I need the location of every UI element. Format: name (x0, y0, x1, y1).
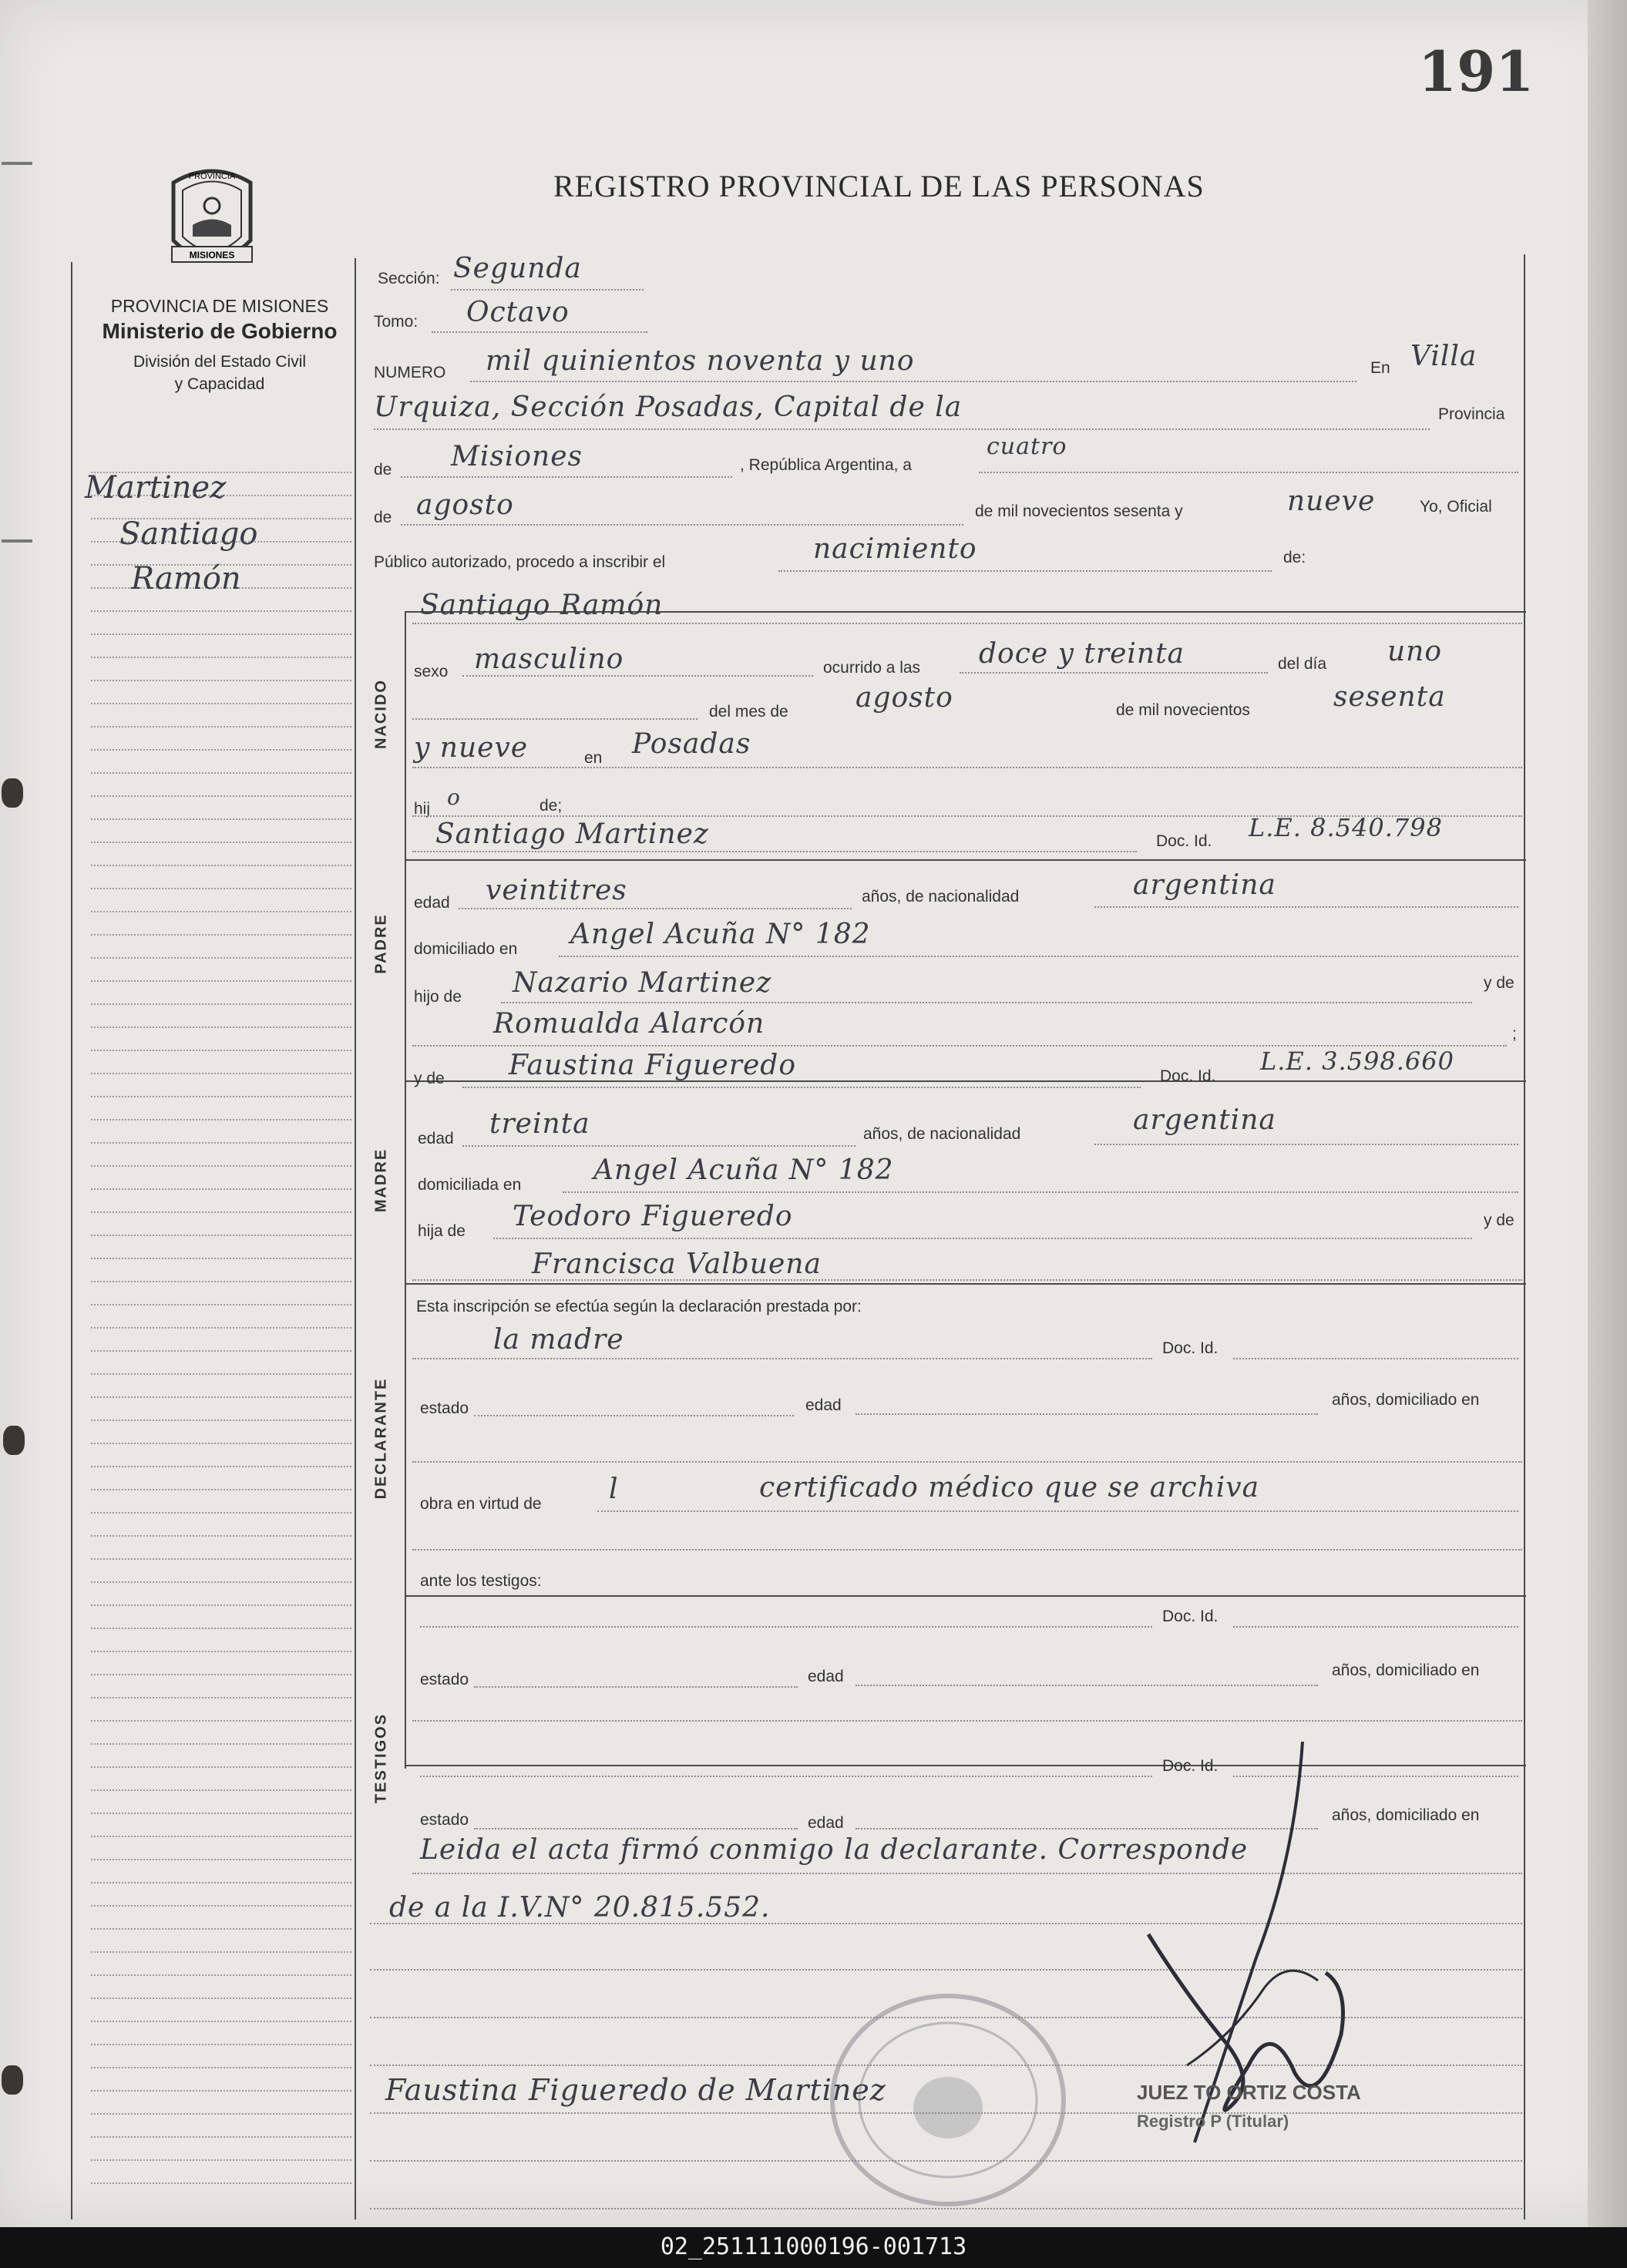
svg-text:PROVINCIA: PROVINCIA (188, 172, 236, 181)
entry-madre-nac: argentina (1133, 1104, 1276, 1136)
label-del-dia: del día (1278, 655, 1327, 673)
margin-ruled-line (91, 1466, 351, 1467)
label-de-mil: de mil novecientos sesenta y (975, 502, 1183, 520)
entry-dia-nac: uno (1387, 636, 1443, 667)
entry-tomo: Octavo (466, 297, 570, 328)
margin-ruled-line (91, 865, 351, 866)
entry-lugar2: Urquiza, Sección Posadas, Capital de la (374, 391, 963, 423)
label-anos-dom-testigo1: años, domiciliado en (1332, 1662, 1480, 1679)
margin-ruled-line (91, 633, 351, 635)
label-domiciliada: domiciliada en (418, 1176, 522, 1194)
margin-given-name: Santiago (119, 516, 258, 552)
margin-ruled-line (91, 1813, 351, 1814)
margin-ruled-line (91, 818, 351, 820)
side-label-declarante: DECLARANTE (372, 1377, 390, 1500)
margin-ruled-line (91, 1304, 351, 1305)
label-domiciliado: domiciliado en (414, 940, 518, 958)
entry-declarante: la madre (493, 1324, 624, 1356)
label-tomo: Tomo: (374, 313, 419, 331)
ministry-division: División del Estado Civil (133, 353, 307, 371)
label-sexo: sexo (414, 663, 449, 680)
provincial-seal-icon (158, 163, 266, 279)
margin-ruled-line (91, 1026, 351, 1028)
label-anos-dom-declarante: años, domiciliado en (1332, 1391, 1480, 1409)
margin-ruled-line (91, 1350, 351, 1352)
side-label-nacido: NACIDO (372, 679, 390, 749)
image-id-label: 02_251111000196-001713 (660, 2233, 967, 2260)
margin-ruled-line (91, 1489, 351, 1490)
side-label-padre: PADRE (372, 913, 390, 974)
entry-obra1: l (609, 1473, 619, 1505)
margin-ruled-line (91, 842, 351, 843)
margin-ruled-line (91, 1373, 351, 1375)
margin-ruled-line (91, 610, 351, 612)
margin-ruled-line (91, 1628, 351, 1629)
svg-text:MISIONES: MISIONES (189, 250, 235, 260)
judge-stamp-text: JUEZ TO ORTIZ COSTA (1137, 2081, 1361, 2104)
margin-ruled-line (91, 1281, 351, 1282)
margin-ruled-line (91, 1119, 351, 1121)
page-number: 191 (1418, 39, 1535, 104)
margin-ruled-line (91, 1928, 351, 1930)
section-rule (405, 859, 1526, 861)
margin-ruled-line (91, 1142, 351, 1144)
section-rule (405, 1595, 1526, 1597)
label-ocurrido: ocurrido a las (823, 659, 921, 677)
margin-ruled-line (91, 1882, 351, 1883)
entry-lugar-nac: Posadas (632, 728, 751, 760)
entry-lugar1: Villa (1410, 341, 1477, 372)
margin-ruled-line (91, 2067, 351, 2068)
label-edad-madre: edad (418, 1130, 454, 1147)
label-semicolon: ; (1512, 1025, 1517, 1043)
label-doc-id-testigo2: Doc. Id. (1162, 1757, 1219, 1775)
label-anos-dom-testigo2: años, domiciliado en (1332, 1806, 1480, 1824)
margin-ruled-line (91, 1766, 351, 1768)
label-yo-oficial: Yo, Oficial (1420, 498, 1492, 516)
label-edad-padre: edad (414, 894, 450, 912)
margin-ruled-line (91, 1998, 351, 1999)
column-divider (355, 258, 356, 2219)
margin-ruled-line (91, 795, 351, 797)
label-seccion: Sección: (378, 270, 440, 287)
label-anos-nac-madre: años, de nacionalidad (863, 1125, 1021, 1143)
label-inscripcion: Esta inscripción se efectúa según la declaración prestada por: (416, 1298, 862, 1315)
entry-madre-doc: L.E. 3.598.660 (1260, 1047, 1454, 1076)
margin-given-name-2: Ramón (131, 561, 241, 596)
margin-ruled-line (91, 1951, 351, 1953)
margin-ruled-line (91, 1651, 351, 1652)
margin-ruled-line (91, 1697, 351, 1698)
label-doc-id-declarante: Doc. Id. (1162, 1339, 1219, 1357)
declarant-signature: Faustina Figueredo de Martinez (385, 2073, 886, 2107)
entry-madre-edad: treinta (489, 1108, 590, 1140)
entry-anio-nac2: y nueve (414, 732, 529, 764)
entry-provincia: Misiones (451, 441, 583, 472)
label-y-de-padre: y de (1484, 974, 1514, 992)
entry-padre-padre: Nazario Martinez (513, 967, 772, 999)
margin-ruled-line (91, 680, 351, 681)
margin-surname: Martinez (85, 470, 227, 506)
judge-stamp-text-2: Registro P (Titular) (1137, 2112, 1289, 2131)
entry-padre-doc: L.E. 8.540.798 (1249, 813, 1443, 842)
label-de-2: de (374, 509, 392, 526)
label-republica: , República Argentina, a (740, 456, 912, 474)
entry-madre-madre: Francisca Valbuena (532, 1248, 822, 1280)
label-edad-declarante: edad (805, 1396, 842, 1414)
label-edad-testigo1: edad (808, 1668, 844, 1685)
note-line-1: Leida el acta firmó conmigo la declarante. Corresponde (420, 1834, 1249, 1866)
margin-ruled-line (91, 2113, 351, 2115)
entry-madre-dom: Angel Acuña N° 182 (593, 1154, 894, 1186)
ministry-name: Ministerio de Gobierno (102, 319, 338, 343)
registrar-signature (1141, 1742, 1372, 2173)
entry-madre-padre: Teodoro Figueredo (513, 1201, 793, 1232)
entry-padre-nombre: Santiago Martinez (435, 818, 709, 850)
side-label-madre: MADRE (372, 1147, 390, 1213)
margin-ruled-line (91, 1096, 351, 1097)
label-y-de-madre-2: y de (1484, 1211, 1514, 1229)
margin-ruled-line (91, 1050, 351, 1051)
margin-ruled-line (91, 772, 351, 774)
margin-ruled-line (91, 2136, 351, 2138)
entry-anio-nac1: sesenta (1333, 681, 1446, 713)
margin-ruled-line (91, 1836, 351, 1837)
entry-sexo: masculino (474, 643, 624, 675)
label-estado-declarante: estado (420, 1399, 469, 1417)
margin-ruled-line (91, 1558, 351, 1560)
margin-ruled-line (91, 1604, 351, 1606)
margin-ruled-line (91, 1188, 351, 1190)
binding-mark (2, 162, 32, 165)
margin-ruled-line (91, 1420, 351, 1421)
entry-padre-madre: Romualda Alarcón (493, 1008, 765, 1040)
label-provincia: Provincia (1438, 405, 1505, 423)
margin-ruled-line (91, 726, 351, 727)
margin-ruled-line (91, 1003, 351, 1005)
side-label-testigos: TESTIGOS (372, 1712, 390, 1804)
margin-ruled-line (91, 1974, 351, 1976)
entry-obra2: certificado médico que se archiva (759, 1472, 1260, 1504)
label-doc-id-testigo1: Doc. Id. (1162, 1608, 1219, 1625)
entry-madre-nombre: Faustina Figueredo (509, 1050, 796, 1081)
section-rule (405, 1283, 1526, 1285)
label-anos-nac-padre: años, de nacionalidad (862, 888, 1020, 906)
entry-mes: agosto (416, 489, 514, 521)
entry-padre-dom: Angel Acuña N° 182 (570, 919, 871, 950)
entry-mes-nac: agosto (856, 682, 953, 714)
label-numero: NUMERO (374, 364, 446, 381)
left-margin-rule (71, 262, 72, 2219)
entry-seccion: Segunda (453, 253, 582, 284)
margin-ruled-line (91, 657, 351, 658)
label-edad-testigo2: edad (808, 1814, 844, 1832)
label-hijo: hij (414, 800, 431, 818)
label-obra: obra en virtud de (420, 1495, 542, 1513)
label-de: de (374, 461, 392, 479)
binding-hole (3, 1426, 25, 1455)
margin-ruled-line (91, 1443, 351, 1444)
margin-ruled-line (91, 1535, 351, 1537)
label-estado-testigo2: estado (420, 1811, 469, 1829)
margin-ruled-line (91, 1396, 351, 1398)
margin-ruled-line (91, 749, 351, 751)
entry-numero: mil quinientos noventa y uno (486, 345, 915, 377)
entry-hora: doce y treinta (979, 638, 1185, 670)
margin-ruled-line (91, 1258, 351, 1259)
margin-ruled-line (91, 1235, 351, 1236)
margin-ruled-line (91, 1674, 351, 1675)
note-line-2: de a la I.V.N° 20.815.552. (389, 1892, 771, 1924)
label-hija-de: hija de (418, 1222, 466, 1240)
label-ante: ante los testigos: (420, 1572, 542, 1590)
label-estado-testigo1: estado (420, 1671, 469, 1688)
margin-ruled-line (91, 1859, 351, 1860)
label-publico: Público autorizado, procedo a inscribir el (374, 553, 666, 571)
margin-ruled-line (91, 1905, 351, 1907)
label-de-colon: de: (1283, 549, 1306, 566)
ministry-province: PROVINCIA DE MISIONES (110, 296, 329, 316)
label-en-2: en (584, 749, 603, 767)
entry-dia: cuatro (987, 433, 1067, 460)
margin-ruled-line (91, 911, 351, 912)
registry-title: REGISTRO PROVINCIAL DE LAS PERSONAS (553, 169, 1205, 203)
margin-ruled-line (91, 2159, 351, 2161)
margin-ruled-line (91, 2090, 351, 2092)
margin-ruled-line (91, 1327, 351, 1329)
binding-hole (2, 778, 23, 808)
margin-ruled-line (91, 1165, 351, 1167)
margin-ruled-line (91, 2044, 351, 2045)
margin-ruled-line (91, 934, 351, 936)
page-edge (1588, 0, 1627, 2227)
right-rule (1524, 254, 1525, 2219)
entry-acto: nacimiento (813, 533, 977, 565)
margin-ruled-line (91, 1789, 351, 1791)
margin-ruled-line (91, 980, 351, 982)
margin-ruled-line (91, 1512, 351, 1514)
label-de-semicolon: de; (540, 797, 563, 815)
binding-mark (2, 539, 32, 543)
margin-ruled-line (91, 2021, 351, 2022)
entry-padre-nac: argentina (1133, 869, 1276, 901)
margin-ruled-line (91, 703, 351, 704)
margin-ruled-line (91, 2182, 351, 2184)
margin-ruled-line (91, 957, 351, 959)
label-doc-id-padre: Doc. Id. (1156, 832, 1212, 850)
margin-ruled-line (91, 1073, 351, 1074)
margin-ruled-line (91, 1720, 351, 1722)
entry-anio: nueve (1287, 486, 1376, 517)
label-del-mes: del mes de (709, 703, 788, 721)
ministry-division-2: y Capacidad (174, 375, 265, 393)
margin-ruled-line (91, 1581, 351, 1583)
label-de-mil-2: de mil novecientos (1116, 701, 1250, 719)
margin-ruled-line (91, 1743, 351, 1745)
label-en: En (1370, 359, 1390, 377)
entry-nombre: Santiago Ramón (420, 590, 664, 621)
margin-ruled-line (91, 1211, 351, 1213)
entry-hijo-o: o (447, 785, 461, 810)
entry-padre-edad: veintitres (486, 875, 627, 906)
label-y-de-madre: y de (414, 1070, 445, 1087)
label-hijo-de: hijo de (414, 988, 462, 1006)
binding-hole (2, 2065, 23, 2095)
margin-ruled-line (91, 888, 351, 889)
label-doc-id-madre: Doc. Id. (1160, 1067, 1216, 1085)
